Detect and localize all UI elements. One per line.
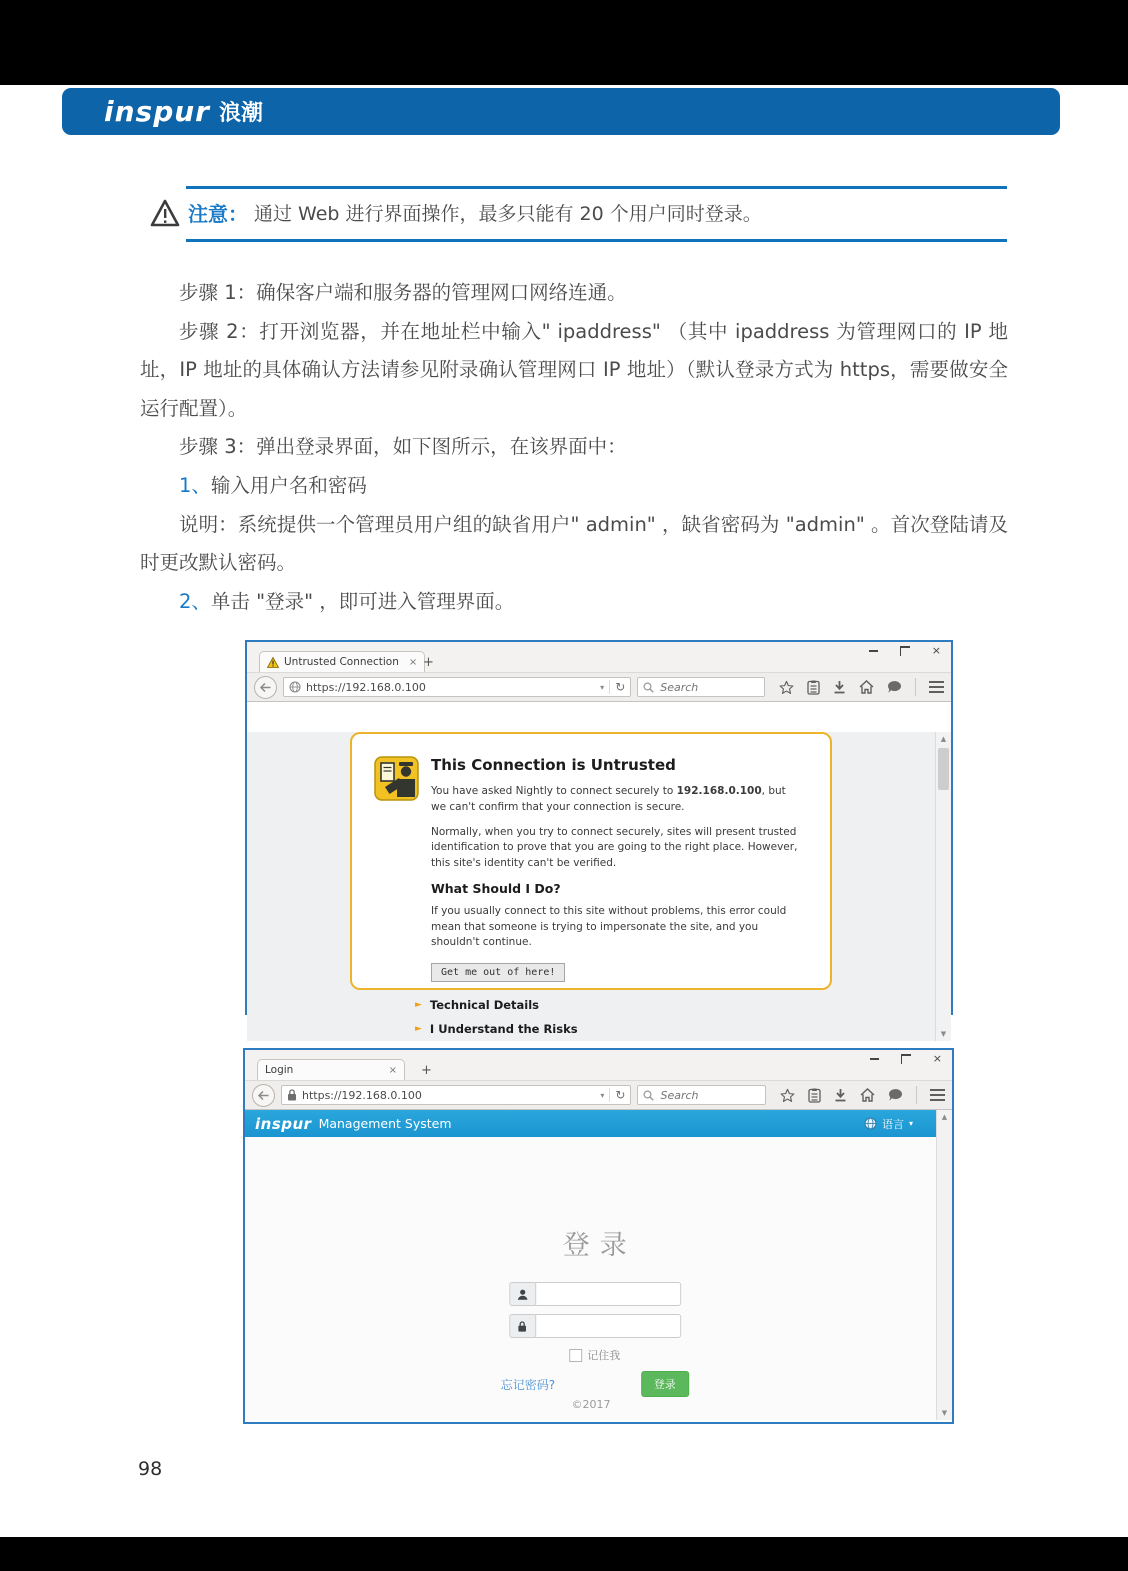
page-number: 98 [138,1458,163,1480]
bookmark-star-icon[interactable] [779,680,794,695]
scroll-down-icon[interactable]: ▼ [941,1409,948,1417]
search-bar[interactable] [637,677,765,697]
search-input[interactable] [658,1088,760,1103]
login-page [245,1110,952,1420]
username-input[interactable] [535,1282,681,1306]
search-icon [643,1090,654,1101]
scroll-down-icon[interactable]: ▼ [940,1030,947,1038]
new-tab-button[interactable]: + [421,1063,432,1078]
tab-close-icon[interactable]: × [408,656,418,668]
tab-title: Login [265,1064,294,1076]
maximize-button[interactable] [901,1054,911,1064]
substep-1: 1、输入用户名和密码 [179,473,367,497]
expander-arrow-icon: ► [415,1024,422,1034]
bookmark-star-icon[interactable] [780,1088,795,1103]
untrusted-paragraph-3: If you usually connect to this site without problems, this error could mean that someone is trying to impersonate the site, and you shouldn't continue. [431,904,787,949]
bookmarks-list-icon[interactable] [808,1088,821,1103]
step-1: 步骤 1：确保客户端和服务器的管理网口网络连通。 [179,281,627,304]
user-icon [509,1282,535,1306]
untrusted-policeman-icon [374,756,419,801]
untrusted-paragraph-1: You have asked Nightly to connect securely to 192.168.0.100, but we can't confirm that your connection is secure. [431,785,786,813]
step-2: 步骤 2：打开浏览器，并在地址栏中输入" ipaddress" （其中 ipaddress 为管理网口的 IP 地址，IP 地址的具体确认方法请参见附录确认管理网口 IP 地址）（默认登录方式为 https，需要做安全运行配置）。 [140,319,1008,420]
warning-triangle-icon [150,199,180,227]
toolbar-icons [779,678,944,696]
back-arrow-icon [260,683,271,692]
home-icon[interactable] [860,1088,875,1102]
scrollbar-thumb[interactable] [938,748,949,790]
remember-me-row [500,1347,690,1363]
substep-note: 说明：系统提供一个管理员用户组的缺省用户" admin" ，缺省密码为 "admin" 。首次登陆请及时更改默认密码。 [140,512,1008,575]
minimize-button[interactable] [869,650,878,652]
browser-titlebar [247,642,951,672]
home-icon[interactable] [859,680,874,694]
login-button[interactable]: 登录 [641,1371,689,1397]
menu-hamburger-icon[interactable] [930,1089,945,1101]
browser-window-login [243,1048,954,1424]
globe-icon [864,1117,877,1130]
scrollbar[interactable] [935,732,951,1041]
note-top-rule [186,186,1007,189]
language-selector[interactable] [864,1116,913,1132]
url-bar[interactable] [281,1085,631,1105]
get-me-out-button[interactable]: Get me out of here! [431,963,565,982]
note-label: 注意： [188,202,248,226]
url-dropdown-icon[interactable]: ▾ [600,1090,605,1100]
menu-hamburger-icon[interactable] [929,681,944,693]
minimize-button[interactable] [870,1058,879,1060]
lock-icon [509,1314,535,1338]
top-margin-band [0,0,1128,85]
download-icon[interactable] [833,680,846,694]
toolbar-divider [915,678,916,696]
remember-label: 记住我 [587,1349,621,1362]
header-brand-bar [62,88,1060,135]
note-block [150,198,1010,227]
back-button[interactable] [252,1084,275,1107]
login-title: 登录 [562,1230,637,1261]
technical-details-expander[interactable]: ► Technical Details [415,998,540,1012]
search-bar[interactable] [637,1085,766,1105]
maximize-button[interactable] [900,646,910,656]
globe-icon [289,681,301,693]
url-text: https://192.168.0.100 [306,680,426,694]
bottom-margin-band [0,1537,1128,1571]
url-dropdown-icon[interactable]: ▾ [600,682,605,692]
inspur-logo-cjk: 浪潮 [218,101,263,126]
scrollbar[interactable] [936,1110,952,1420]
search-input[interactable] [658,680,759,695]
what-should-i-do-heading: What Should I Do? [431,880,561,896]
scroll-up-icon[interactable]: ▲ [941,1113,948,1121]
untrusted-page [247,732,951,1041]
forgot-password-link[interactable]: 忘记密码? [500,1377,556,1392]
download-icon[interactable] [834,1088,847,1102]
browser-toolbar [245,1080,952,1110]
chevron-down-icon: ▾ [908,1119,913,1128]
warning-favicon [267,657,279,668]
tab-close-icon[interactable]: × [388,1064,397,1076]
browser-window-untrusted [245,640,953,1038]
login-form-area [245,1137,952,1420]
understand-risks-expander[interactable]: ► I Understand the Risks [415,1022,578,1036]
untrusted-paragraph-2: Normally, when you try to connect securely, sites will present trusted identification to prove that you are going to the right place. However, this site's identity can't be verified. [431,825,798,869]
procedure-text [140,274,1008,621]
url-bar[interactable] [283,677,631,697]
username-field-row [509,1282,681,1306]
password-input[interactable] [535,1314,681,1338]
untrusted-title: This Connection is Untrusted [431,756,676,774]
reload-button[interactable]: ↻ [609,680,625,694]
close-button[interactable]: × [931,644,941,657]
search-icon [643,682,654,693]
chat-bubble-icon[interactable] [887,680,902,694]
language-label: 语言 [881,1117,904,1131]
password-field-row [509,1314,681,1338]
chat-bubble-icon[interactable] [888,1088,903,1102]
url-text: https://192.168.0.100 [302,1088,422,1102]
untrusted-warning-card [350,732,832,1036]
bookmarks-list-icon[interactable] [807,680,820,695]
management-header-bar [245,1110,937,1137]
tab-login[interactable] [257,1059,405,1080]
copyright-text: ©2017 [571,1398,611,1411]
remember-checkbox[interactable] [569,1349,582,1362]
toolbar-icons [780,1086,945,1104]
inspur-logo: inspur [104,95,210,128]
back-arrow-icon [258,1091,269,1100]
note-text: 通过 Web 进行界面操作，最多只能有 20 个用户同时登录。 [254,203,762,225]
reload-button[interactable]: ↻ [609,1088,625,1102]
browser-toolbar [247,672,951,702]
toolbar-divider [916,1086,917,1104]
step-3: 步骤 3：弹出登录界面，如下图所示，在该界面中： [179,435,627,459]
inspur-logo: inspur [255,1114,312,1133]
browser-titlebar [245,1050,952,1080]
login-actions [501,1371,689,1397]
expander-arrow-icon: ► [415,1000,422,1010]
tab-untrusted-connection[interactable] [259,651,425,672]
substep-2: 2、单击 "登录" ，即可进入管理界面。 [179,589,515,613]
management-system-title: Management System [318,1116,452,1131]
scroll-up-icon[interactable]: ▲ [940,735,947,743]
tab-title: Untrusted Connection [284,656,399,668]
close-button[interactable]: × [932,1052,942,1065]
new-tab-button[interactable]: + [423,655,434,670]
back-button[interactable] [254,676,277,699]
lock-icon [287,1089,297,1101]
note-bottom-rule [186,239,1007,242]
